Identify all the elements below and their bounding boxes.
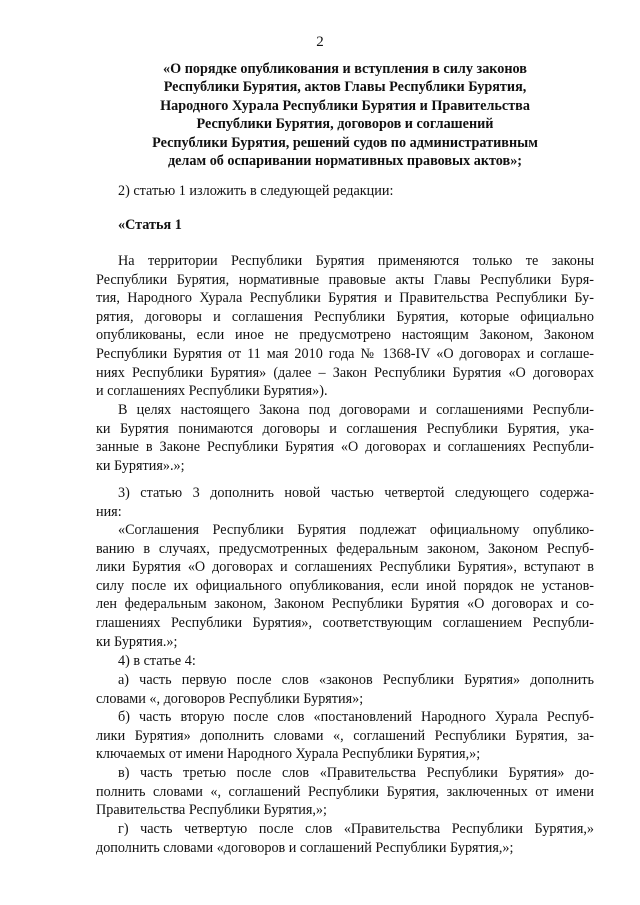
- paragraph-line: ния:: [96, 503, 122, 520]
- title-line: «О порядке опубликования и вступления в силу законов: [163, 61, 527, 77]
- paragraph-line: и соглашениях Республики Бурятия»).: [96, 383, 328, 400]
- article-paragraph-2: [96, 401, 594, 475]
- paragraph-line: в) часть третью после слов «Правительства Республики Бурятия» до-: [118, 765, 594, 781]
- paragraph-line: опубликованы, если иное не предусмотрено настоящим Законом, Законом: [96, 327, 594, 344]
- paragraph-line: 3) статью 3 дополнить новой частью четвертой следующего содержа-: [118, 485, 594, 501]
- article-heading-block: [96, 216, 594, 235]
- paragraph-line: В целях настоящего Закона под договорами и соглашениями Республи-: [118, 402, 594, 418]
- paragraph-line: а) часть первую после слов «законов Республики Бурятия» дополнить: [118, 672, 594, 688]
- paragraph-line: ки Бурятия понимаются договоры и соглашения Республики Бурятия, ука-: [96, 420, 594, 437]
- title-line: Народного Хурала Республики Бурятия и Правительства: [160, 97, 530, 114]
- item-4d: [96, 820, 594, 857]
- page-number: 2: [316, 34, 324, 50]
- paragraph-line: лики Бурятия «О договорах и соглашениях Республики Бурятия», вступают в: [96, 559, 594, 576]
- article-heading: «Статья 1: [118, 217, 182, 233]
- title-line: Республики Бурятия, актов Главы Республики Бурятия,: [163, 79, 527, 96]
- item-4b: [96, 708, 594, 764]
- paragraph-line: ниях Республики Бурятия» (далее – Закон Республики Бурятия «О договорах: [96, 364, 594, 381]
- item-3-quote: [96, 521, 594, 651]
- paragraph-line: лен федеральным законом, Законом Республики Бурятия «О договорах и со-: [96, 596, 594, 613]
- article-paragraph-1: [96, 252, 594, 401]
- paragraph-line: ванию в случаях, предусмотренных федеральным законом, Законом Респуб-: [96, 540, 594, 557]
- item-2: [96, 182, 594, 201]
- paragraph-line: глашениях Республики Бурятия», соответствующим соглашением Республи-: [96, 614, 594, 631]
- paragraph-line: ки Бурятия».»;: [96, 457, 185, 474]
- title-line: Республики Бурятия, решений судов по административным: [152, 134, 538, 151]
- paragraph-line: лики Бурятия» дополнить словами «, соглашений Республики Бурятия, за-: [96, 727, 594, 744]
- law-title: [96, 60, 594, 170]
- paragraph-line: ключаемых от имени Народного Хурала Республики Бурятия,»;: [96, 746, 481, 763]
- paragraph-line: «Соглашения Республики Бурятия подлежат официальному опублико-: [118, 522, 594, 538]
- paragraph-line: дополнить словами «договоров и соглашений Республики Бурятия,»;: [96, 839, 514, 856]
- item-3: [96, 484, 594, 521]
- title-line: делам об оспаривании нормативных правовых актов»;: [167, 153, 523, 170]
- paragraph-line: б) часть вторую после слов «постановлений Народного Хурала Респуб-: [118, 709, 594, 725]
- item-4a: [96, 671, 594, 708]
- paragraph-line: На территории Республики Бурятия применяются только те законы: [118, 253, 594, 269]
- paragraph-line: ки Бурятия.»;: [96, 633, 178, 650]
- paragraph-line: Республики Бурятия, нормативные правовые акты Главы Республики Буря-: [96, 271, 594, 288]
- paragraph-line: Республики Бурятия от 11 мая 2010 года № 1368-IV «О договорах и соглаше-: [96, 345, 594, 362]
- item-2-text: 2) статью 1 изложить в следующей редакции:: [118, 183, 394, 199]
- paragraph-line: полнить словами «, соглашений Республики Бурятия, заключенных от имени: [96, 783, 594, 800]
- item-4c: [96, 764, 594, 820]
- item-4-text: 4) в статье 4:: [118, 653, 196, 669]
- title-line: Республики Бурятия, договоров и соглашений: [196, 116, 494, 133]
- item-4: [96, 652, 594, 671]
- paragraph-line: Правительства Республики Бурятия,»;: [96, 802, 327, 819]
- paragraph-line: силу после их официального опубликования, если иной порядок не установ-: [96, 577, 594, 594]
- paragraph-line: тия, Народного Хурала Республики Бурятия и Правительства Республики Бу-: [96, 290, 594, 307]
- paragraph-line: занные в Законе Республики Бурятия «О договорах и соглашениях Республи-: [96, 439, 594, 456]
- paragraph-line: словами «, договоров Республики Бурятия»;: [96, 690, 364, 707]
- paragraph-line: рятия, договоры и соглашения Республики Бурятия, которые официально: [96, 308, 594, 325]
- paragraph-line: г) часть четвертую после слов «Правительства Республики Бурятия,»: [118, 821, 594, 837]
